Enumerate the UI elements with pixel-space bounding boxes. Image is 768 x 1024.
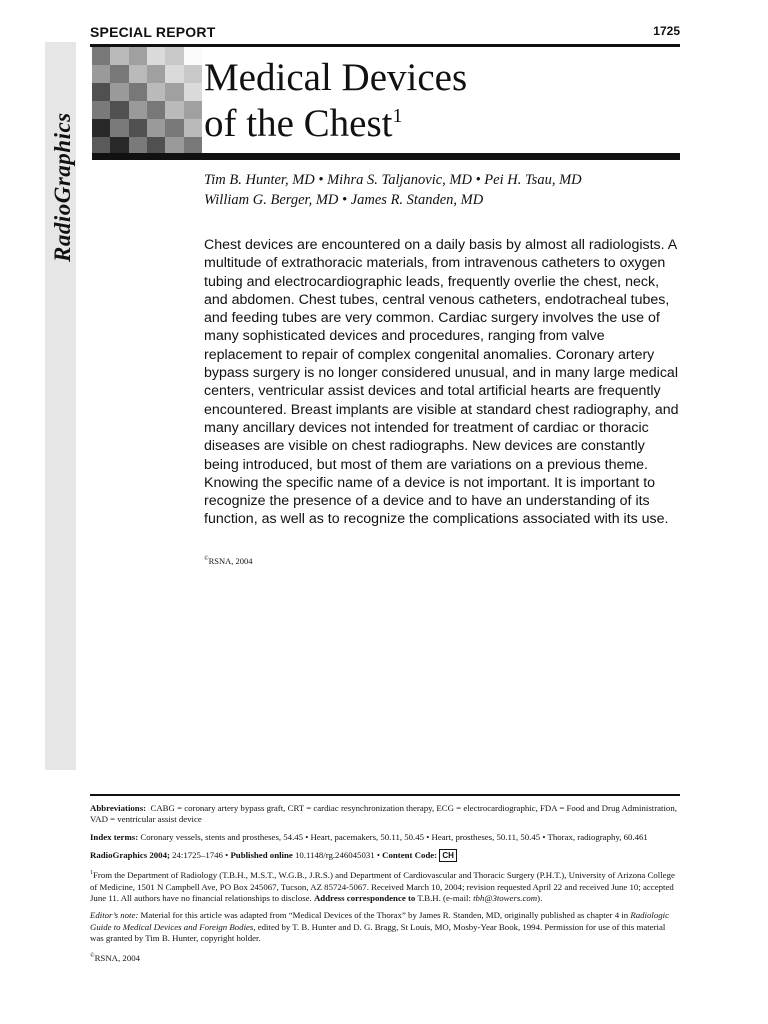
checker-ornament [92,47,202,155]
checker-cell [165,83,183,101]
checker-cell [165,47,183,65]
checker-cell [184,101,202,119]
title-line-2-text: of the Chest [204,102,393,145]
correspondence-label: Address correspondence to [313,892,416,903]
checker-cell [147,47,165,65]
content-code-badge: CH [439,849,457,862]
doi[interactable]: 10.1148/rg.246045031 • [292,850,383,861]
checker-cell [129,83,147,101]
checker-cell [165,65,183,83]
checker-cell [184,119,202,137]
checker-cell [147,119,165,137]
journal-logo: RadioGraphics [50,112,75,262]
checker-cell [184,83,202,101]
title-line-2 [204,101,467,147]
footer-copyright [90,951,680,964]
editor-note-text-1: Material for this article was adapted from “Medical Devices of the Thorax” by James R. Standen, MD, originally published as chapter 4 in [138,910,631,921]
authors-line-1: Tim B. Hunter, MD • Mihra S. Taljanovic, MD • Pei H. Tsau, MD [204,172,582,188]
footer-rule [90,794,680,796]
correspondence-end: ). [537,892,543,903]
authors-line-2: William G. Berger, MD • James R. Standen, MD [204,192,484,208]
section-label: SPECIAL REPORT [90,24,216,40]
checker-cell [92,65,110,83]
checker-cell [92,101,110,119]
affiliation-marker: 1 [90,870,93,877]
abstract-copyright-text: RSNA, 2004 [208,556,253,566]
checker-cell [147,101,165,119]
editor-note-book: Radiologic Guide to Medical Devices and Foreign Bodies [90,910,669,932]
checker-cell [110,47,128,65]
footer-copyright-text: RSNA, 2004 [94,952,141,963]
copyright-symbol: © [204,556,209,563]
index-terms-text: Coronary vessels, stents and prostheses, 54.45 • Heart, pacemakers, 50.11, 50.45 • Heart, prostheses, 50.11, 50.45 • Thorax, radiography, 60.461 [140,831,648,842]
citation [90,849,680,862]
abstract-copyright [204,556,253,566]
checker-cell [110,101,128,119]
editor-note-text-2: , edited by T. B. Hunter and D. G. Bragg, St Louis, MO, Mosby-Year Book, 1994. Permission for use of this material was granted by Tim B. Hunter, copyright holder. [90,921,666,944]
checker-cell [147,83,165,101]
checker-cell [110,119,128,137]
checker-cell [110,83,128,101]
content-code-label: Content Code: [382,850,438,861]
correspondence-text: T.B.H. (e-mail: [415,892,474,903]
checker-cell [110,65,128,83]
checker-cell [92,83,110,101]
title-line-1: Medical Devices [204,56,468,99]
checker-cell [147,65,165,83]
citation-volume: 24:1725–1746 • [169,850,231,861]
page-number: 1725 [653,24,680,38]
editor-note [90,910,680,944]
correspondence-email[interactable]: tbh@3towers.com [473,892,538,903]
published-label: Published online [230,850,293,861]
abstract: Chest devices are encountered on a daily basis by almost all radiologists. A multitude of extrathoracic materials, from intravenous catheters to oxygen tubing and electrocardiographic leads, frequently overlie the chest, neck, and abdomen. Chest tubes, central venous catheters, endotracheal tubes, and feeding tubes are very common. Cardiac surgery involves the use of many sophisticated devices and procedures, ranging from valve replacement to repair of complex congenital anomalies. Coronary artery bypass surgery is no longer considered unusual, and in many large medical centers, ventricular assist devices and total artificial hearts are frequently encountered. Breast implants are visible at standard chest radiography, and many ancillary devices not intended for treatment of cardiac or thoracic diseases are visible on chest radiographs. New devices are constantly being introduced, but most of them are variations on a previous theme. Knowing the specific name of a device is not important. It is important to recognize the presence of a device and to have an understanding of its function, as well as to recognize the complications associated with its use. [204,237,679,528]
checker-cell [184,47,202,65]
checker-cell [92,119,110,137]
title-rule [92,153,680,160]
affiliation-text: From the Department of Radiology (T.B.H., M.S.T., W.G.B., J.R.S.) and Department of Cardiovascular and Thoracic Surgery (P.H.T.), University of Arizona College of Medicine, 1501 N Campbell Ave, PO Box 245067, Tucson, AZ 85724-5067. Received March 10, 2004; revision requested April 22 and received June 10; accepted June 11. All authors have no financial relationships to disclose. [90,870,675,903]
affiliation [90,868,680,904]
index-terms-label: Index terms: [90,831,139,842]
checker-cell [129,47,147,65]
footer-copyright-symbol: © [90,952,95,959]
index-terms [90,832,680,843]
checker-cell [165,101,183,119]
checker-cell [184,65,202,83]
article-title [204,55,467,147]
abbreviations-label: Abbreviations: [90,803,147,813]
abbreviations [90,803,680,826]
checker-cell [92,47,110,65]
title-footnote-marker: 1 [392,105,403,127]
editor-note-label: Editor’s note: [90,910,139,921]
checker-cell [165,119,183,137]
checker-cell [129,119,147,137]
author-list [204,170,674,210]
checker-cell [129,65,147,83]
citation-journal: RadioGraphics 2004; [90,850,170,861]
checker-cell [129,101,147,119]
abbreviations-text: CABG = coronary artery bypass graft, CRT = cardiac resynchronization therapy, ECG = electrocardiographic, FDA = Food and Drug Administration, VAD = ventricular assist device [90,803,677,825]
footer-notes [90,803,680,970]
